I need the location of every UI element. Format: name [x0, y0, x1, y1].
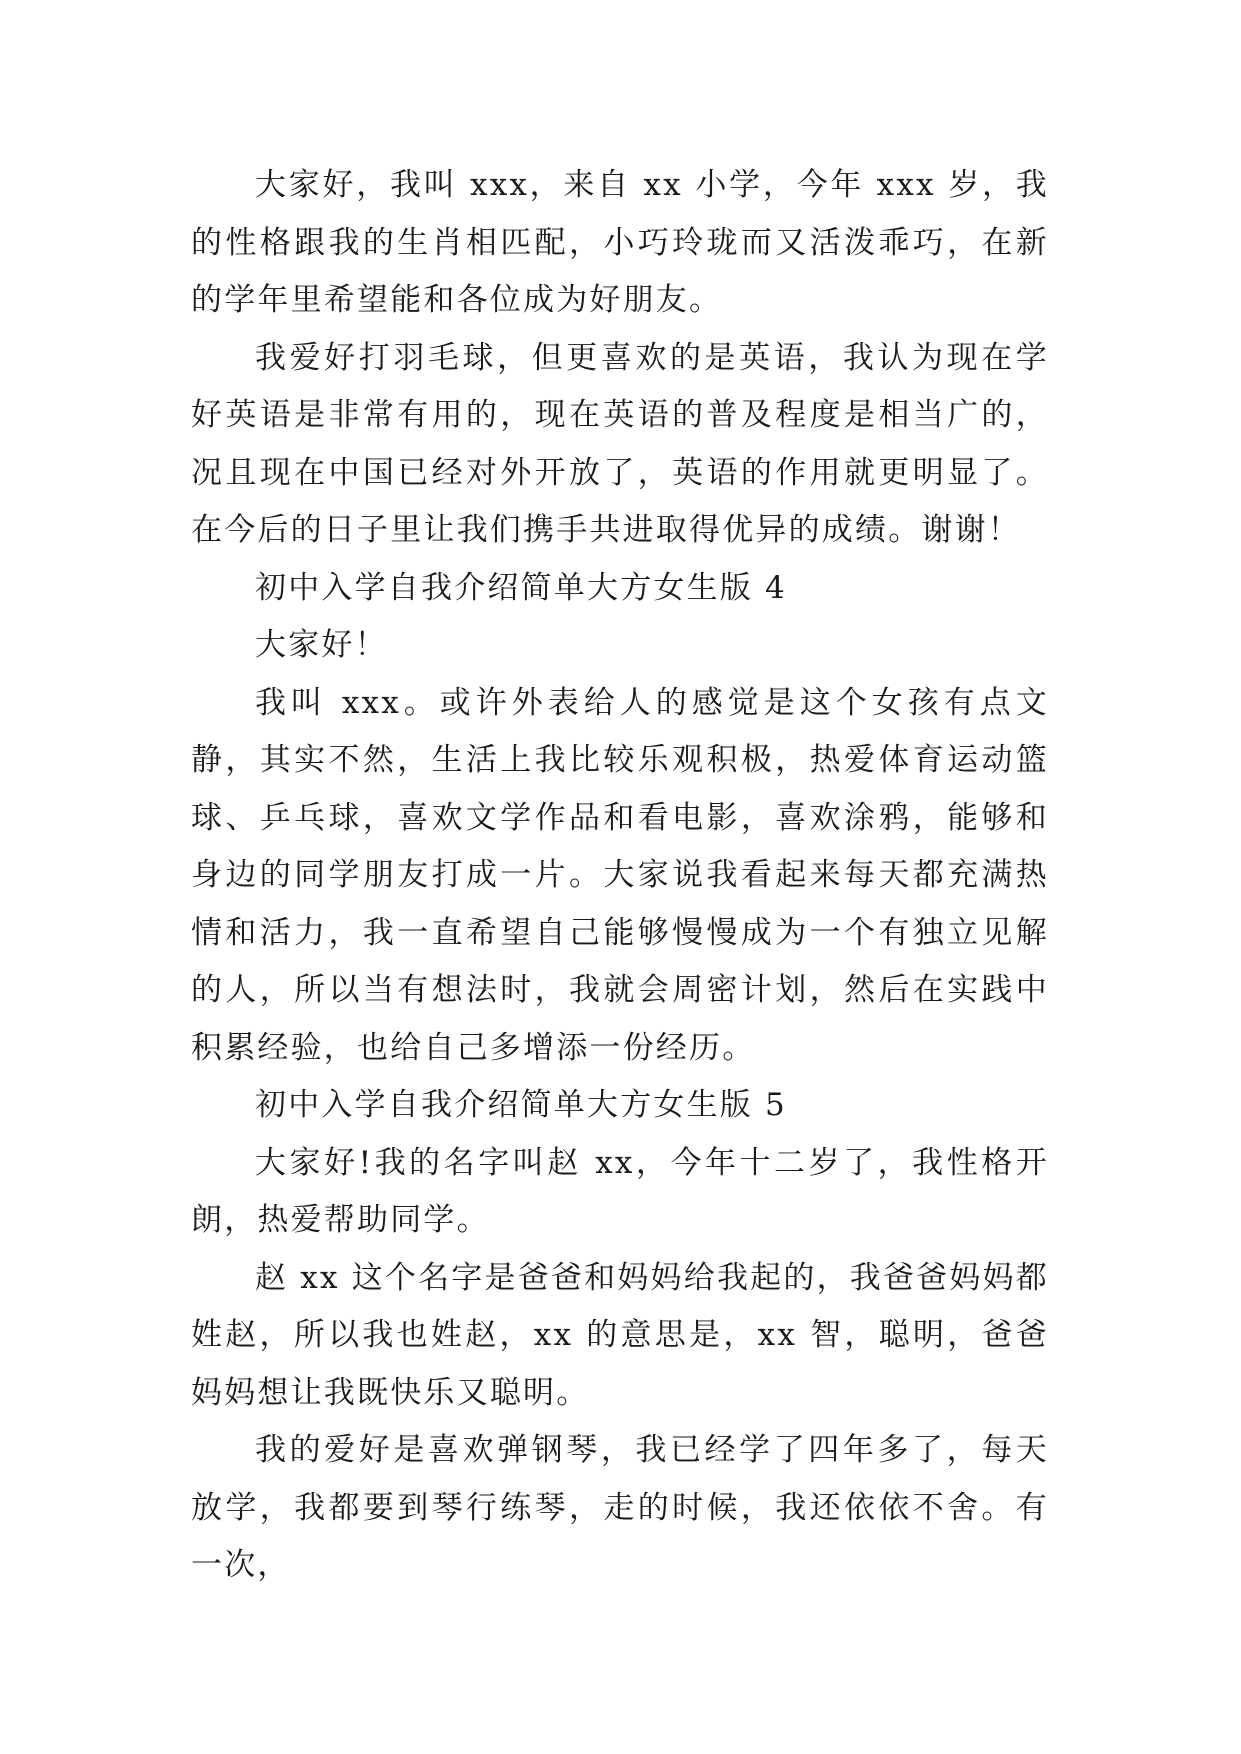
paragraph-1: 大家好，我叫 xxx，来自 xx 小学，今年 xxx 岁，我的性格跟我的生肖相匹配，小巧玲珑而又活泼乖巧，在新的学年里希望能和各位成为好朋友。	[191, 167, 1049, 318]
paragraph-6: 我的爱好是喜欢弹钢琴，我已经学了四年多了，每天放学，我都要到琴行练琴，走的时候，我还依依不舍。有一次，	[191, 1432, 1049, 1583]
paragraph-3: 我叫 xxx。或许外表给人的感觉是这个女孩有点文静，其实不然，生活上我比较乐观积极，热爱体育运动篮球、乒乓球，喜欢文学作品和看电影，喜欢涂鸦，能够和身边的同学朋友打成一片。大家说我看起来每天都充满热情和活力，我一直希望自己能够慢慢成为一个有独立见解的人，所以当有想法时，我就会周密计划，然后在实践中积累经验，也给自己多增添一份经历。	[191, 684, 1049, 1066]
paragraph-2: 我爱好打羽毛球，但更喜欢的是英语，我认为现在学好英语是非常有用的，现在英语的普及程度是相当广的，况且现在中国已经对外开放了，英语的作用就更明显了。在今后的日子里让我们携手共进取得优异的成绩。谢谢！	[191, 339, 1049, 548]
document-body	[191, 157, 1049, 1595]
paragraph-4: 大家好!我的名字叫赵 xx，今年十二岁了，我性格开朗，热爱帮助同学。	[191, 1144, 1049, 1238]
greeting-line: 大家好！	[255, 627, 388, 663]
section-heading-5: 初中入学自我介绍简单大方女生版 5	[255, 1087, 787, 1123]
section-heading-4: 初中入学自我介绍简单大方女生版 4	[255, 569, 787, 606]
paragraph-5: 赵 xx 这个名字是爸爸和妈妈给我起的，我爸爸妈妈都姓赵，所以我也姓赵，xx 的意思是，xx 智，聪明，爸爸妈妈想让我既快乐又聪明。	[191, 1259, 1049, 1411]
